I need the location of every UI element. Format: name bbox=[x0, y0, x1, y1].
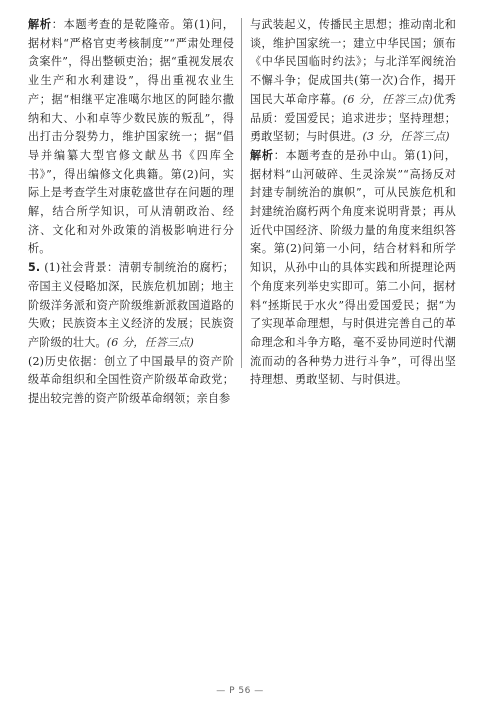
answer-text: (1)社会背景：清朝专制统治的腐朽；帝国主义侵略加深，民族危机加剧；地主阶级洋务派和资产阶级维新派救国道路的失败；民族资本主义经济的发展；民族资产阶级的壮大。 bbox=[28, 261, 234, 349]
score-note: (3 分，任答三点) bbox=[362, 130, 450, 144]
analysis-text: ：本题考查的是孙中山。第(1)问，据材料“山河破碎、生灵涂炭”“高扬反对封建专制统治的旗帜”，可从民族危机和封建统治腐朽两个角度来说明背景；再从近代中国经济、阶级力量的角度来组织答案。第(2)问第一小问，结合材料和所学知识，从孙中山的具体实践和所提理论两个角度来列举史实即可。第二小问，据材料“拯斯民于水火”得出爱国爱民；据“为了实现革命理想，与时俱进完善自己的革命理念和斗争方略，毫不妥协同逆时代潮流而动的各种势力进行斗争”，可得出坚持理想、勇敢坚韧、与时俱进。 bbox=[250, 148, 456, 387]
analysis-paragraph-sun-yat-sen bbox=[250, 147, 456, 390]
analysis-paragraph-qianlong bbox=[28, 16, 234, 259]
left-column bbox=[28, 16, 234, 409]
answer-5-part-2-start bbox=[28, 353, 234, 409]
score-note: (6 分，任答三点) bbox=[342, 92, 433, 106]
answer-5-part-1 bbox=[28, 259, 234, 353]
right-column bbox=[250, 16, 456, 390]
analysis-label: 解析 bbox=[250, 148, 274, 162]
analysis-label: 解析 bbox=[28, 18, 52, 31]
column-divider bbox=[241, 18, 242, 368]
question-number: 5. bbox=[28, 261, 41, 275]
answer-text: 优秀品质：爱国爱民；追求进步；坚持理想；勇敢坚韧；与时俱进。 bbox=[250, 92, 456, 144]
page-number: — P 56 — bbox=[216, 686, 264, 696]
answer-5-part-2-continued bbox=[250, 16, 456, 147]
answer-page bbox=[28, 16, 456, 656]
score-note: (6 分，任答三点) bbox=[106, 335, 195, 349]
answer-text: (2)历史依据：创立了中国最早的资产阶级革命组织和全国性资产阶级革命政党；提出较完善的资产阶级革命纲领；亲自参 bbox=[28, 354, 234, 406]
answer-text: 与武装起义，传播民主思想；推动南北和谈，维护国家统一；建立中华民国；颁布《中华民国临时约法》；与北洋军阀统治不懈斗争；促成国共(第一次)合作，揭开国民大革命序幕。 bbox=[250, 18, 456, 106]
analysis-text: ：本题考查的是乾隆帝。第(1)问，据材料“严格官吏考核制度”“严肃处理侵贪案件”，得出整顿吏治；据“重视发展农业生产和水利建设”，得出重视农业生产；据“相继平定准噶尔地区的阿睦尔撒纳和大、小和卓等少数民族的叛乱”，得出打击分裂势力，维护国家统一；据“倡导并编纂大型官修文献丛书《四库全书》”，得出编修文化典籍。第(2)问，实际上是考查学生对康乾盛世存在问题的理解，结合所学知识，可从清朝政治、经济、文化和对外政策的消极影响进行分析。 bbox=[28, 18, 234, 256]
